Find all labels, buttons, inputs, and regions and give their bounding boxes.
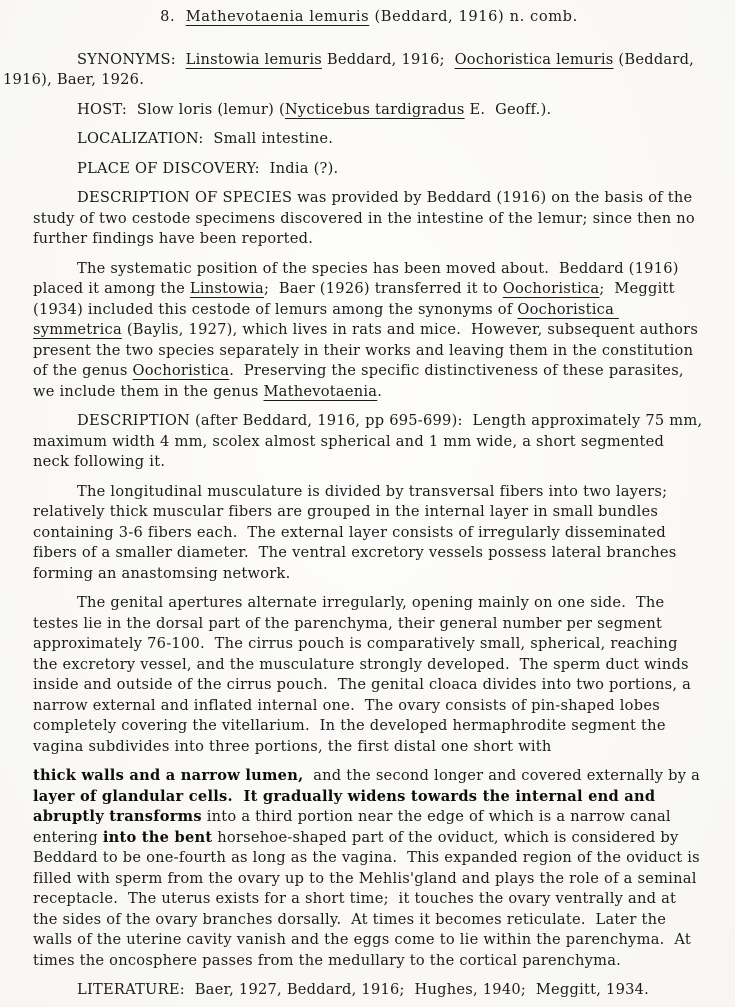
underlined-term: Oochoristica symmetrica bbox=[33, 300, 619, 338]
text-segment: and the second longer and covered externally by a bbox=[303, 767, 705, 784]
text-segment: Beddard, 1916; bbox=[321, 50, 455, 68]
literature-paragraph bbox=[33, 980, 705, 1001]
text-segment: LOCALIZATION: Small intestine. bbox=[77, 130, 334, 147]
text-segment: The systematic position of the species has been moved about. Beddard (1916) placed it among the bbox=[33, 259, 684, 297]
text-segment: thick walls and a narrow lumen, bbox=[33, 767, 304, 784]
text-segment: (Baylis, 1927), which lives in rats and mice. However, subsequent authors present the two species separately in their works and leaving them in the constitution of the genus bbox=[33, 321, 704, 379]
synonyms-paragraph bbox=[3, 50, 705, 91]
underlined-term: Oochoristica bbox=[132, 362, 230, 379]
description-of-species-paragraph bbox=[33, 188, 705, 250]
text-segment: ; Meggitt (1934) included this cestode of lemurs among the synonyms of bbox=[33, 280, 680, 318]
underlined-term: Mathevotaenia lemuris bbox=[185, 8, 370, 25]
underlined-term: Oochoristica bbox=[502, 280, 600, 297]
text-segment: The genital apertures alternate irregularly, opening mainly on one side. The testes lie in the dorsal part of the parenchyma, their general number per segment approximately 76-100. The cirrus pouch is comparatively small, spherical, reaching the excretory vessel, and the musculature strongly developed. The sperm duct winds inside and outside of the cirrus pouch. The genital cloaca divides into two portions, a narrow external and inflated internal one. The ovary consists of pin-shaped lobes completely covering the vitellarium. In the developed hermaphrodite segment the vagina subdivides into three portions, the first distal one short with bbox=[33, 594, 696, 755]
text-segment: horsehoe-shaped part of the oviduct, which is considered by Beddard to be one-fourth as long as the vagina. This expanded region of the oviduct is filled with sperm from the ovary up to the Mehlis'gland and plays the role of a seminal receptacle. The uterus exists for a short time; it touches the ovary ventrally and at the sides of the ovary branches dorsally. At times it becomes reticulate. Later the walls of the uterine cavity vanish and the eggs come to lie within the parenchyma. At times the oncosphere passes from the medullary to the cortical parenchyma. bbox=[33, 828, 705, 969]
localization-paragraph bbox=[33, 129, 705, 150]
text-segment: layer of glandular cells. It gradually widens towards the internal end and abruptly transforms bbox=[33, 787, 661, 825]
place-of-discovery-paragraph bbox=[33, 159, 705, 180]
text-segment: E. Geoff.). bbox=[464, 100, 552, 118]
genital-anatomy-paragraph bbox=[33, 593, 705, 757]
systematic-position-paragraph bbox=[33, 259, 705, 403]
text-segment: 8. bbox=[160, 8, 186, 25]
text-segment: SYNONYMS: bbox=[77, 50, 186, 68]
text-segment: HOST: Slow loris (lemur) ( bbox=[77, 100, 285, 118]
oviduct-uterus-paragraph bbox=[33, 766, 705, 971]
underlined-term: Nycticebus tardigradus bbox=[284, 100, 465, 118]
text-segment: DESCRIPTION OF SPECIES was provided by Beddard (1916) on the basis of the study of two cestode specimens discovered in the intestine of the lemur; since then no further findings have been reported. bbox=[33, 189, 700, 247]
text-segment: (Beddard, 1916) n. comb. bbox=[369, 8, 578, 25]
musculature-paragraph bbox=[33, 482, 705, 585]
underlined-term: Linstowia bbox=[189, 280, 264, 297]
text-segment: (Beddard, 1916), Baer, 1926. bbox=[3, 50, 699, 88]
text-segment: LITERATURE: Baer, 1927, Beddard, 1916; Hughes, 1940; Meggitt, 1934. bbox=[77, 981, 650, 998]
text-segment: DESCRIPTION (after Beddard, 1916, pp 695-699): Length approximately 75 mm, maximum width 4 mm, scolex almost spherical and 1 mm wide, a short segmented neck following it. bbox=[33, 412, 708, 470]
title-paragraph bbox=[33, 7, 705, 28]
underlined-term: Linstowia lemuris bbox=[185, 50, 322, 68]
underlined-term: Oochoristica lemuris bbox=[454, 50, 614, 68]
underlined-term: Mathevotaenia bbox=[263, 382, 378, 400]
description-measurements-paragraph bbox=[33, 411, 708, 473]
text-segment: into the bent bbox=[102, 828, 213, 846]
text-segment: PLACE OF DISCOVERY: India (?). bbox=[77, 159, 339, 177]
text-segment: ; Baer (1926) transferred it to bbox=[263, 280, 503, 297]
document-body bbox=[3, 7, 708, 1001]
text-segment: into a third portion near the edge of which is a narrow canal entering bbox=[33, 808, 676, 846]
text-segment: The longitudinal musculature is divided by transversal fibers into two layers; relatively thick muscular fibers are grouped in the internal layer in small bundles containing 3-6 fibers each. The external layer consists of irregularly disseminated fibers of a smaller diameter. The ventral excretory vessels possess lateral branches forming an anastomsing network. bbox=[33, 482, 682, 582]
text-segment: . Preserving the specific distinctiveness of these parasites, we include them in the genus bbox=[33, 362, 689, 400]
text-segment: . bbox=[377, 382, 383, 400]
host-paragraph bbox=[33, 100, 705, 121]
